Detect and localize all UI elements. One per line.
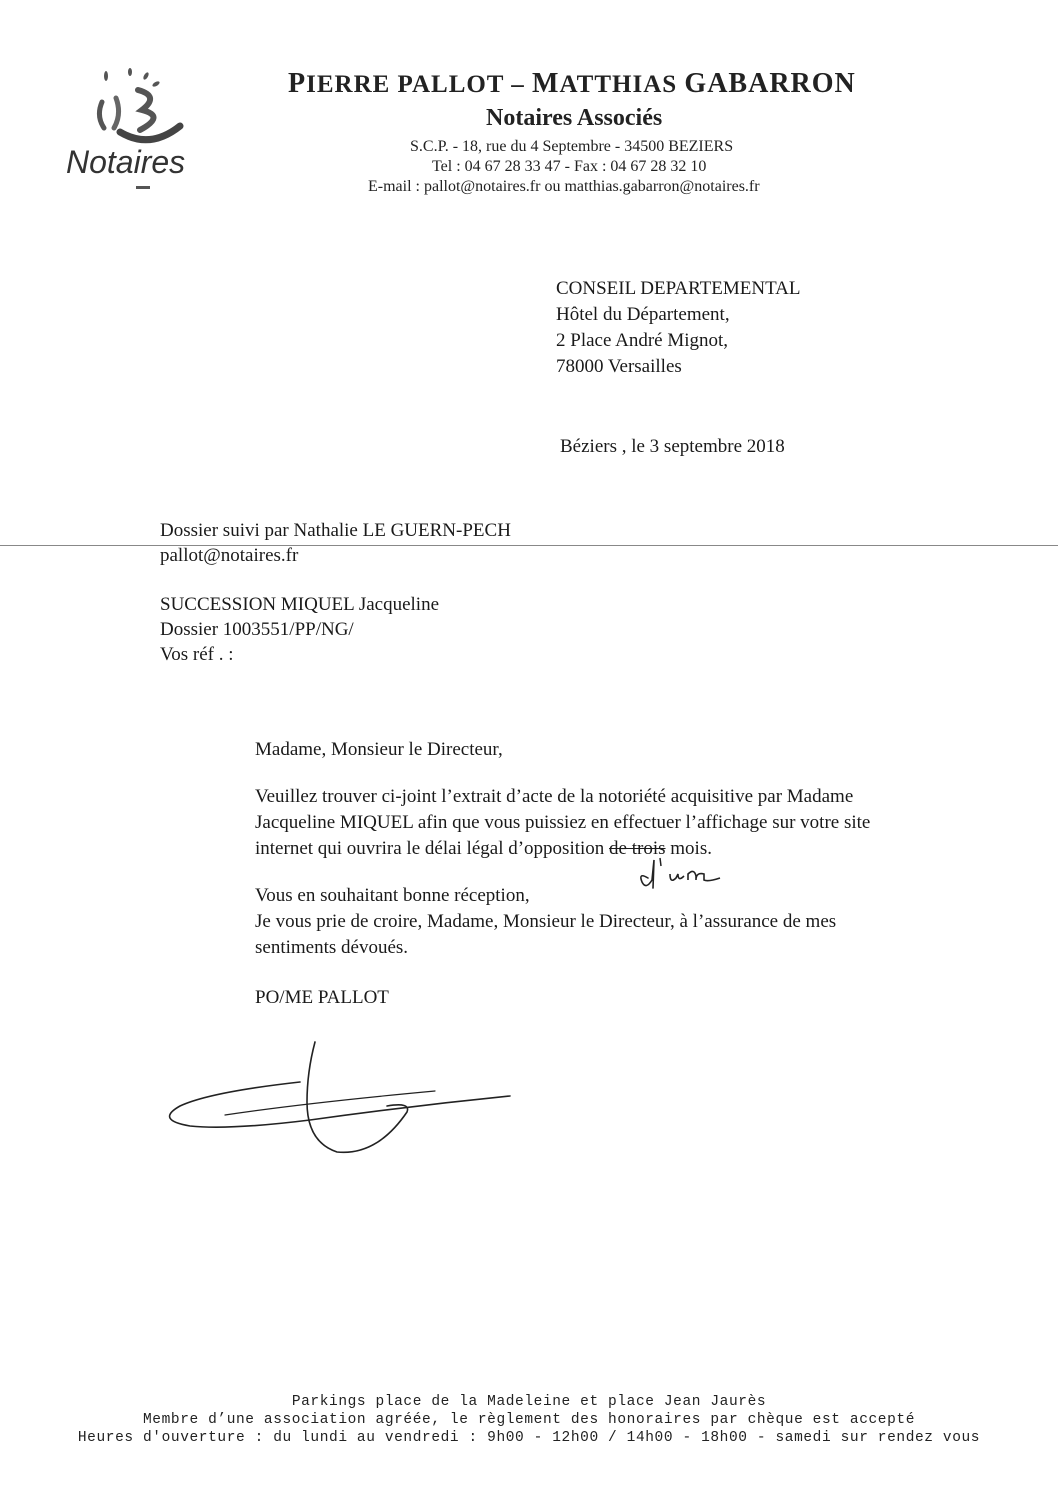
closing-line: Je vous prie de croire, Madame, Monsieur le Directeur, à l’assurance de mes xyxy=(255,911,837,932)
salutation: Madame, Monsieur le Directeur, xyxy=(255,739,503,760)
reference-line: Dossier 1003551/PP/NG/ xyxy=(160,619,354,640)
firm-email: E-mail : pallot@notaires.fr ou matthias.gabarron@notaires.fr xyxy=(368,178,760,195)
followed-by-name: Dossier suivi par Nathalie LE GUERN-PECH xyxy=(160,520,511,541)
body-line: Jacqueline MIQUEL afin que vous puissiez en effectuer l’affichage sur votre site xyxy=(255,812,871,833)
closing-paragraph xyxy=(255,883,935,961)
footer-parking: Parkings place de la Madeleine et place Jean Jaurès xyxy=(291,1394,767,1410)
reference-line: SUCCESSION MIQUEL Jacqueline xyxy=(160,594,439,615)
footer-association: Membre d’une association agréée, le règlement des honoraires par chèque est accepté xyxy=(142,1412,916,1428)
struck-text: de trois xyxy=(609,838,666,859)
body-line: internet qui ouvrira le délai légal d’opposition de trois mois. xyxy=(255,838,712,859)
firm-phone: Tel : 04 67 28 33 47 - Fax : 04 67 28 32 10 xyxy=(432,158,707,175)
reference-line: Vos réf . : xyxy=(160,644,234,665)
body-line: Veuillez trouver ci-joint l’extrait d’acte de la notoriété acquisitive par Madame xyxy=(255,786,854,807)
signature xyxy=(165,1040,525,1155)
firm-names: PIERRE PALLOT – MATTHIAS GABARRON xyxy=(288,68,856,99)
firm-subtitle: Notaires Associés xyxy=(486,105,663,131)
closing-line: Vous en souhaitant bonne réception, xyxy=(255,885,530,906)
file-reference xyxy=(160,592,439,667)
followed-by-email: pallot@notaires.fr xyxy=(160,545,299,566)
closing-line: sentiments dévoués. xyxy=(255,937,409,958)
letter-date: Béziers , le 3 septembre 2018 xyxy=(560,436,785,457)
signatory: PO/ME PALLOT xyxy=(255,987,389,1008)
logo-word: Notaires xyxy=(66,144,186,180)
signature-icon xyxy=(165,1040,525,1155)
footer-hours: Heures d'ouverture : du lundi au vendredi : 9h00 - 12h00 / 14h00 - 18h00 - samedi sur rendez vous xyxy=(77,1430,981,1446)
followed-by xyxy=(160,518,511,568)
logo-dash xyxy=(136,186,150,189)
firm-address: S.C.P. - 18, rue du 4 Septembre - 34500 BEZIERS xyxy=(410,138,734,155)
recipient-line: CONSEIL DEPARTEMENTAL xyxy=(556,278,801,299)
recipient-line: 78000 Versailles xyxy=(556,356,682,377)
notaires-logo xyxy=(60,62,230,202)
recipient-address xyxy=(556,276,801,380)
recipient-line: 2 Place André Mignot, xyxy=(556,330,729,351)
notaires-emblem-icon xyxy=(60,62,230,152)
fold-line xyxy=(0,545,1058,546)
recipient-line: Hôtel du Département, xyxy=(556,304,730,325)
body-paragraph xyxy=(255,784,935,862)
